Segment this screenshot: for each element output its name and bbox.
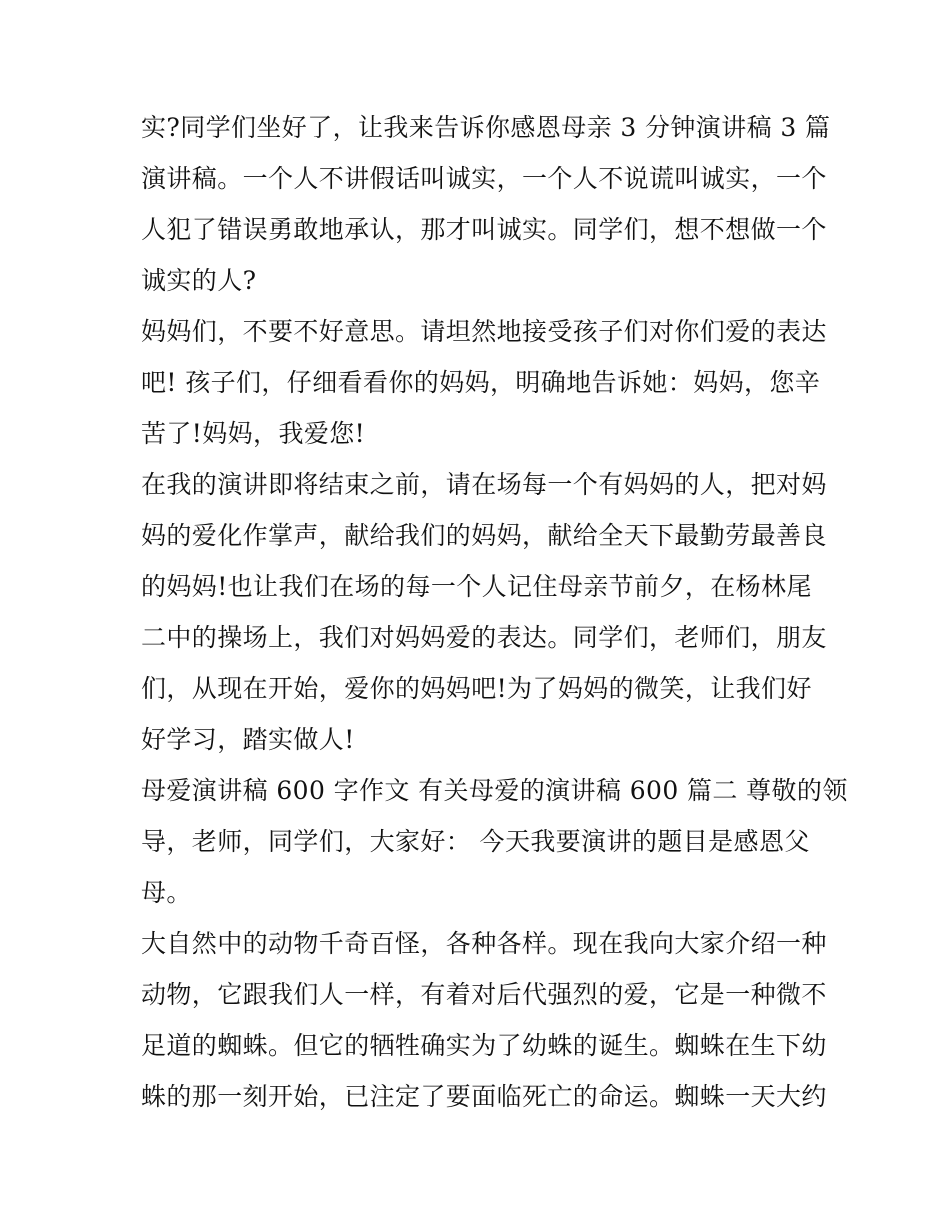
text-line: 演讲稿。一个人不讲假话叫诚实，一个人不说谎叫诚实，一个 (141, 164, 827, 193)
text-line: 苦了!妈妈，我爱您! (141, 419, 366, 448)
text-line: 好学习，踏实做人! (141, 725, 355, 754)
text-line: 诚实的人? (141, 266, 257, 295)
text-line: 实?同学们坐好了，让我来告诉你感恩母亲 3 分钟演讲稿 3 篇 (141, 113, 831, 142)
text-line: 妈妈们，不要不好意思。请坦然地接受孩子们对你们爱的表达 (141, 317, 827, 346)
text-line: 大自然中的动物千奇百怪，各种各样。现在我向大家介绍一种 (141, 929, 827, 958)
text-line: 的妈妈!也让我们在场的每一个人记住母亲节前夕，在杨林尾 (141, 572, 812, 601)
text-line: 人犯了错误勇敢地承认，那才叫诚实。同学们，想不想做一个 (141, 215, 827, 244)
text-line: 导，老师，同学们，大家好： 今天我要演讲的题目是感恩父 (141, 827, 810, 856)
text-line: 们，从现在开始，爱你的妈妈吧!为了妈妈的微笑，让我们好 (141, 674, 812, 703)
text-line: 蛛的那一刻开始，已注定了要面临死亡的命运。蜘蛛一天大约 (141, 1082, 827, 1111)
text-line: 母爱演讲稿 600 字作文 有关母爱的演讲稿 600 篇二 尊敬的领 (141, 776, 848, 805)
text-line: 母。 (141, 878, 192, 907)
text-line: 吧! 孩子们，仔细看看你的妈妈，明确地告诉她：妈妈，您辛 (141, 368, 821, 397)
text-line: 二中的操场上，我们对妈妈爱的表达。同学们，老师们，朋友 (141, 623, 827, 652)
text-line: 足道的蜘蛛。但它的牺牲确实为了幼蛛的诞生。蜘蛛在生下幼 (141, 1031, 827, 1060)
text-line: 动物，它跟我们人一样，有着对后代强烈的爱，它是一种微不 (141, 980, 827, 1009)
text-line: 在我的演讲即将结束之前，请在场每一个有妈妈的人，把对妈 (141, 470, 827, 499)
text-line: 妈的爱化作掌声，献给我们的妈妈，献给全天下最勤劳最善良 (141, 521, 827, 550)
